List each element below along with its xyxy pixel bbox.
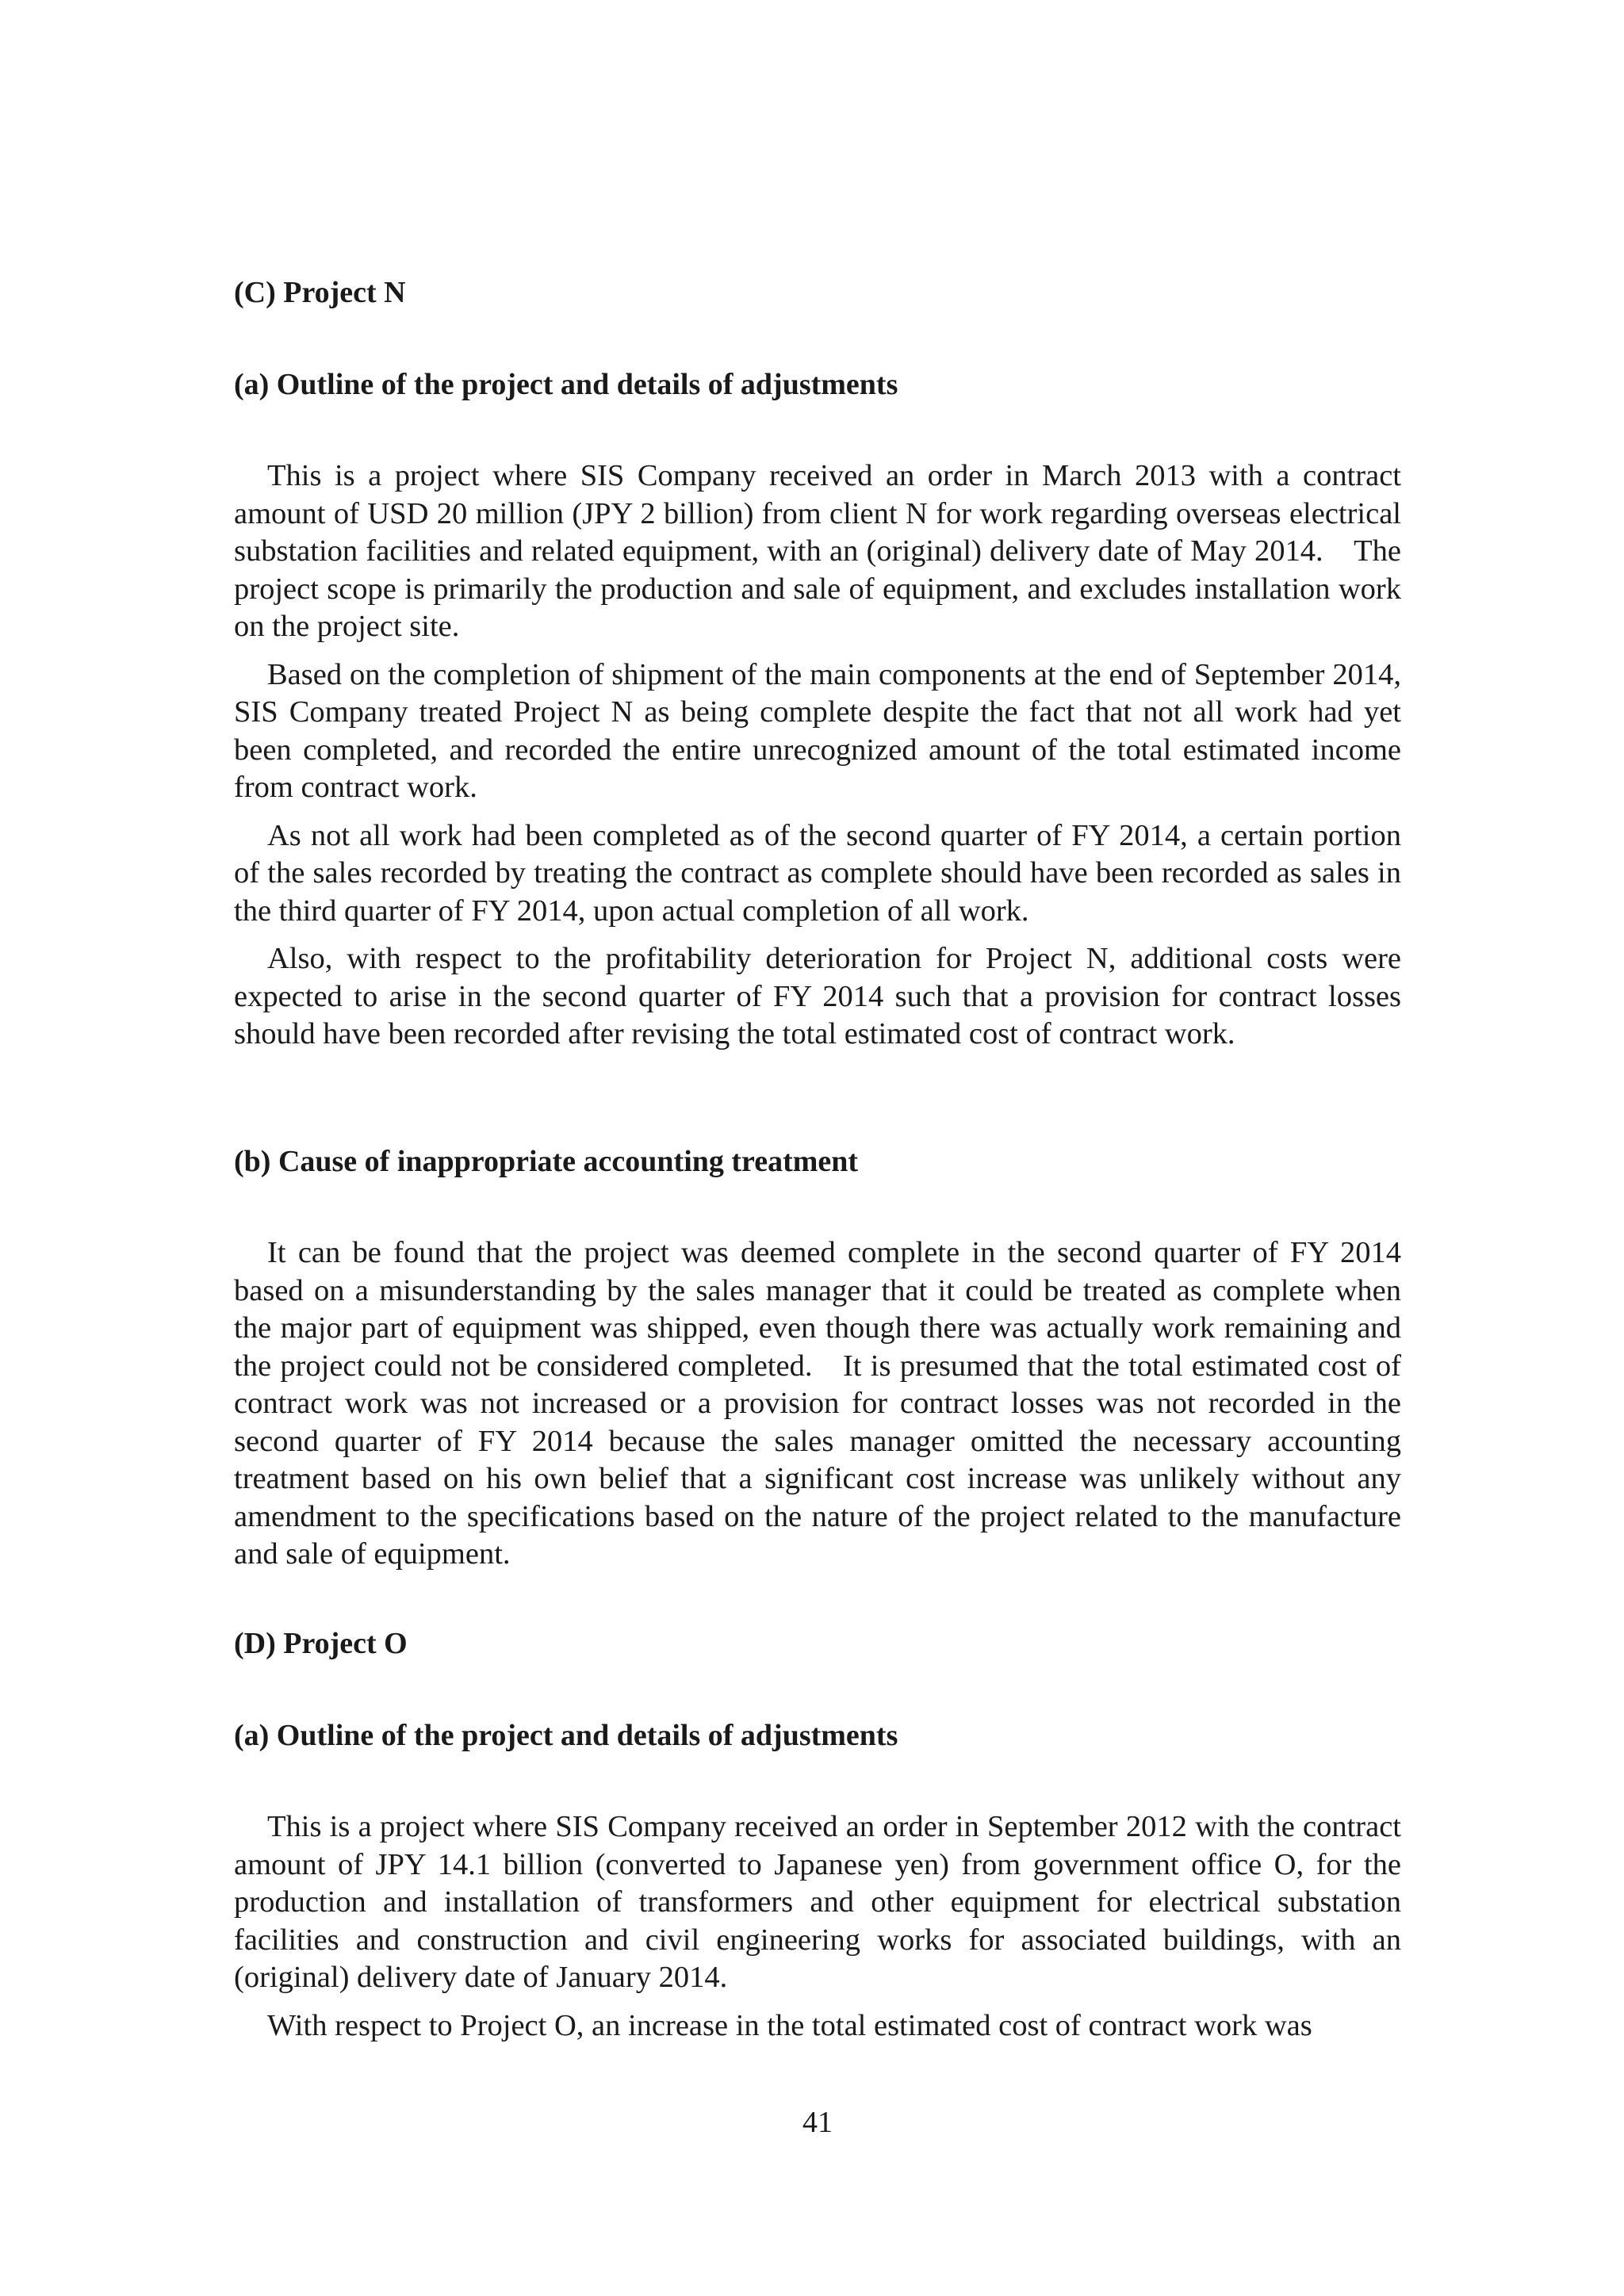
- paragraph: As not all work had been completed as of the second quarter of FY 2014, a certain portion of the sales recorded by treating the contract as complete should have been recorded as sales in the third quarter of FY 2014, upon actual completion of all work.: [234, 818, 1401, 928]
- section-d-heading: (D) Project O: [234, 1627, 408, 1660]
- section-c-cause-heading: (b) Cause of inappropriate accounting treatment: [234, 1145, 859, 1178]
- page-number: 41: [802, 2106, 833, 2139]
- paragraph: Also, with respect to the profitability deterioration for Project N, additional costs were expected to arise in the second quarter of FY 2014 such that a provision for contract losses should have been recorded after revising the total estimated cost of contract work.: [234, 942, 1401, 1050]
- section-c-cause-body: [234, 1234, 1401, 1584]
- section-d-outline-body: [234, 1808, 1401, 2055]
- paragraph: Based on the completion of shipment of the main components at the end of September 2014, SIS Company treated Project N as being complete despite the fact that not all work had yet been completed, and recorded the entire unrecognized amount of the total estimated income from contract work.: [234, 657, 1401, 804]
- paragraph: This is a project where SIS Company received an order in September 2012 with the contract amount of JPY 14.1 billion (converted to Japanese yen) from government office O, for the production and installation of transformers and other equipment for electrical substation facilities and construction and civil engineering works for associated buildings, with an (original) delivery date of January 2014.: [234, 1810, 1401, 1994]
- section-d-outline-heading: (a) Outline of the project and details of adjustments: [234, 1719, 898, 1752]
- paragraph: With respect to Project O, an increase in the total estimated cost of contract work was: [267, 2008, 1312, 2042]
- document-page: [234, 0, 1401, 2296]
- paragraph: This is a project where SIS Company received an order in March 2013 with a contract amount of USD 20 million (JPY 2 billion) from client N for work regarding overseas electrical substation facilities and related equipment, with an (original) delivery date of May 2014. The project scope is primarily the production and sale of equipment, and excludes installation work on the project site.: [234, 459, 1401, 643]
- section-c-outline-body: [234, 457, 1401, 1064]
- paragraph: It can be found that the project was deemed complete in the second quarter of FY 2014 based on a misunderstanding by the sales manager that it could be treated as complete when the major part of equipment was shipped, even though there was actually work remaining and the project could not be considered completed. It is presumed that the total estimated cost of contract work was not increased or a provision for contract losses was not recorded in the second quarter of FY 2014 because the sales manager omitted the necessary accounting treatment based on his own belief that a significant cost increase was unlikely without any amendment to the specifications based on the nature of the project related to the manufacture and sale of equipment.: [234, 1236, 1401, 1571]
- section-c-outline-heading: (a) Outline of the project and details of adjustments: [234, 368, 898, 401]
- section-c-heading: (C) Project N: [234, 276, 406, 309]
